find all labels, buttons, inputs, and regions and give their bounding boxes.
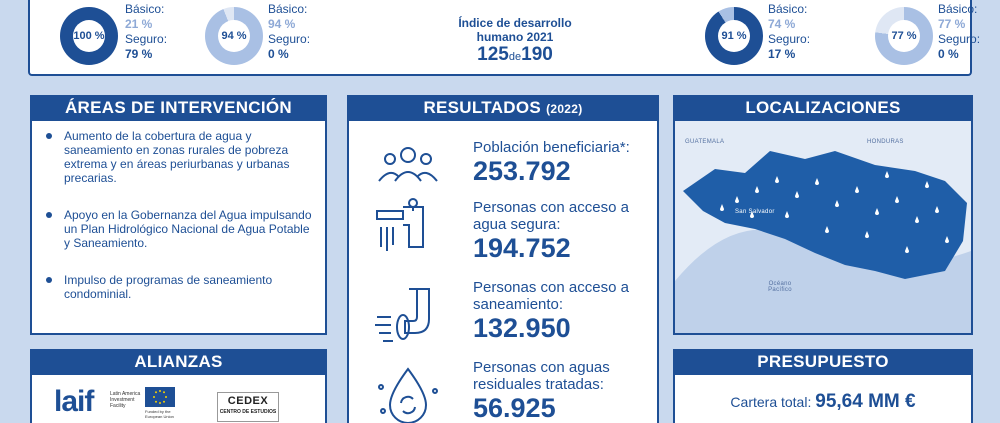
seguro-label: Seguro: <box>268 32 311 46</box>
result-item <box>473 359 658 423</box>
result-value: 56.925 <box>473 393 556 423</box>
cedex-name: CEDEX <box>227 395 269 407</box>
basico-value: 74 % <box>768 17 796 31</box>
donut-label: 77 % <box>888 20 920 52</box>
map-label-honduras: HONDURAS <box>867 139 904 145</box>
seguro-value: 79 % <box>125 47 153 61</box>
localizaciones-title: LOCALIZACIONES <box>673 95 973 121</box>
presupuesto-title: PRESUPUESTO <box>673 349 973 375</box>
donut-stats <box>938 2 980 62</box>
laif-logo: laif <box>54 385 94 418</box>
seguro-label: Seguro: <box>125 32 168 46</box>
eu-logo-text: Funded by the European Union <box>145 409 174 419</box>
pipe-icon <box>373 287 443 352</box>
tap-icon <box>373 197 443 262</box>
resultados-panel <box>347 95 659 423</box>
map-label-capital: San Salvador <box>735 209 775 215</box>
basico-value: 94 % <box>268 17 296 31</box>
resultados-header <box>347 95 659 121</box>
result-label: Personas con aguas residuales tratadas: <box>473 359 610 393</box>
eu-flag-logo <box>145 387 175 407</box>
budget-label: Cartera total: <box>730 394 812 410</box>
resultados-year: (2022) <box>546 102 583 116</box>
result-item <box>473 279 658 343</box>
result-value: 194.752 <box>473 233 571 263</box>
list-item: Apoyo en la Gobernanza del Agua impulsando un Plan Hidrológico Nacional de Agua Potable y Saneamiento. <box>42 208 313 250</box>
donut-stats <box>268 2 310 62</box>
budget-value: 95,64 MM € <box>815 391 916 412</box>
map-label-guatemala: GUATEMALA <box>685 139 725 145</box>
localizaciones-panel <box>673 95 973 335</box>
country-stats-strip <box>28 0 981 76</box>
seguro-value: 0 % <box>938 47 959 61</box>
resultados-title: RESULTADOS <box>423 98 542 117</box>
donut-stats <box>125 2 167 62</box>
list-item: Impulso de programas de saneamiento condominial. <box>42 273 313 301</box>
presupuesto-panel <box>673 349 973 423</box>
donut-stats <box>768 2 810 62</box>
coverage-donut-sanitation-rural <box>875 7 933 65</box>
donut-label: 91 % <box>718 20 750 52</box>
seguro-label: Seguro: <box>938 32 981 46</box>
hdi-de: de <box>508 51 522 63</box>
alianzas-panel <box>30 349 327 423</box>
budget-line <box>675 391 971 413</box>
result-value: 132.950 <box>473 313 571 343</box>
seguro-value: 0 % <box>268 47 289 61</box>
hdi-total: 190 <box>521 44 553 65</box>
hdi-rank-value: 125 <box>477 44 509 65</box>
cedex-sub: CENTRO DE ESTUDIOS <box>219 409 277 415</box>
basico-label: Básico: <box>768 2 808 16</box>
areas-panel <box>30 95 327 335</box>
seguro-value: 17 % <box>768 47 796 61</box>
basico-label: Básico: <box>268 2 308 16</box>
country-map <box>675 121 971 333</box>
alianzas-title: ALIANZAS <box>30 349 327 375</box>
result-item <box>473 199 658 263</box>
coverage-donut-water <box>60 7 118 65</box>
basico-value: 77 % <box>938 17 966 31</box>
donut-label: 94 % <box>218 20 250 52</box>
areas-list <box>42 129 313 324</box>
result-label: Personas con acceso a agua segura: <box>473 199 629 233</box>
cedex-logo <box>217 392 279 422</box>
hdi-rank <box>435 44 595 68</box>
basico-label: Básico: <box>125 2 165 16</box>
result-label: Población beneficiaria*: <box>473 139 630 156</box>
people-icon <box>373 143 443 188</box>
seguro-label: Seguro: <box>768 32 811 46</box>
coverage-donut-sanitation <box>205 7 263 65</box>
basico-value: 21 % <box>125 17 153 31</box>
laif-logo-text: Latin America Investment Facility <box>110 391 141 409</box>
coverage-donut-water-rural <box>705 7 763 65</box>
basico-label: Básico: <box>938 2 978 16</box>
areas-title: ÁREAS DE INTERVENCIÓN <box>30 95 327 121</box>
result-label: Personas con acceso a saneamiento: <box>473 279 629 313</box>
hdi-title: Índice de desarrollo humano 2021 <box>458 16 572 44</box>
list-item: Aumento de la cobertura de agua y saneamiento en zonas rurales de pobreza extrema y en áreas periurbanas y urbanas precarias. <box>42 129 313 185</box>
result-item <box>473 139 658 186</box>
hdi-block <box>435 16 595 68</box>
map-shape <box>675 121 971 333</box>
map-label-ocean: Océano Pacífico <box>768 281 792 293</box>
result-value: 253.792 <box>473 156 571 186</box>
water-drop-icon <box>373 367 443 423</box>
donut-label: 100 % <box>73 20 105 52</box>
